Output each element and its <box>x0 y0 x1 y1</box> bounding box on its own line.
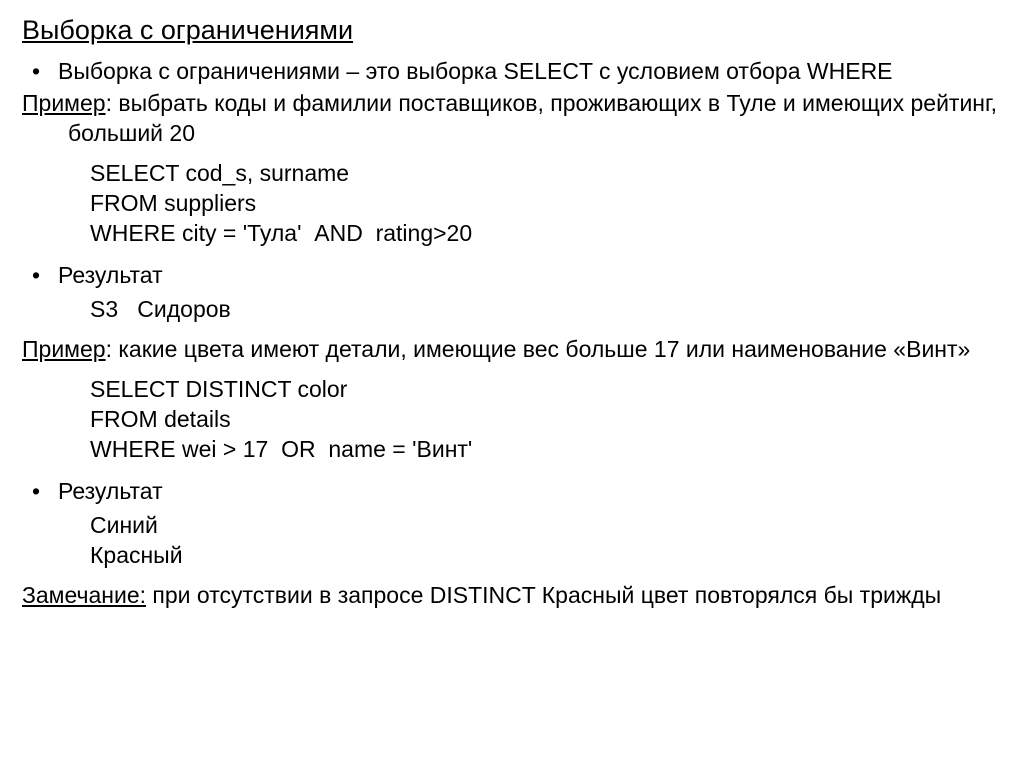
code-line: WHERE wei > 17 OR name = 'Винт' <box>90 436 473 462</box>
note-label: Замечание: <box>22 582 147 608</box>
result-line: Синий <box>90 512 158 538</box>
code-line: FROM suppliers <box>90 190 257 216</box>
example-one-paragraph <box>22 88 1002 148</box>
code-line: WHERE city = 'Тула' AND rating>20 <box>90 220 473 246</box>
code-line: FROM details <box>90 406 231 432</box>
code-block-one <box>22 158 1002 248</box>
list-item <box>22 260 1002 290</box>
page-title: Выборка с ограничениями <box>22 15 354 45</box>
list-item <box>22 476 1002 506</box>
example-two-label: Пример <box>22 336 106 362</box>
bullet-text-result-one: Результат <box>58 262 163 288</box>
code-block-two <box>22 374 1002 464</box>
example-one-text: : выбрать коды и фамилии поставщиков, проживающих в Туле и имеющих рейтинг, больший 20 <box>68 90 997 146</box>
bullet-marker: • <box>32 58 41 84</box>
result-line: Красный <box>90 542 183 568</box>
example-two-paragraph <box>22 334 1002 364</box>
result-block-two <box>22 510 1002 570</box>
bullet-text-intro: Выборка с ограничениями – это выборка SELECT с условием отбора WHERE <box>58 58 893 84</box>
bullet-marker: • <box>32 262 41 288</box>
note-text: при отсутствии в запросе DISTINCT Красный цвет повторялся бы трижды <box>146 582 942 608</box>
note-paragraph <box>22 580 1002 610</box>
example-one-label: Пример <box>22 90 106 116</box>
bullet-marker: • <box>32 478 41 504</box>
result-block-one <box>22 294 1002 324</box>
result-line: S3 Сидоров <box>90 296 231 322</box>
bullet-text-result-two: Результат <box>58 478 163 504</box>
example-two-text: : какие цвета имеют детали, имеющие вес больше 17 или наименование «Винт» <box>105 336 971 362</box>
code-line: SELECT cod_s, surname <box>90 160 350 186</box>
list-item <box>22 56 1002 86</box>
code-line: SELECT DISTINCT color <box>90 376 348 402</box>
